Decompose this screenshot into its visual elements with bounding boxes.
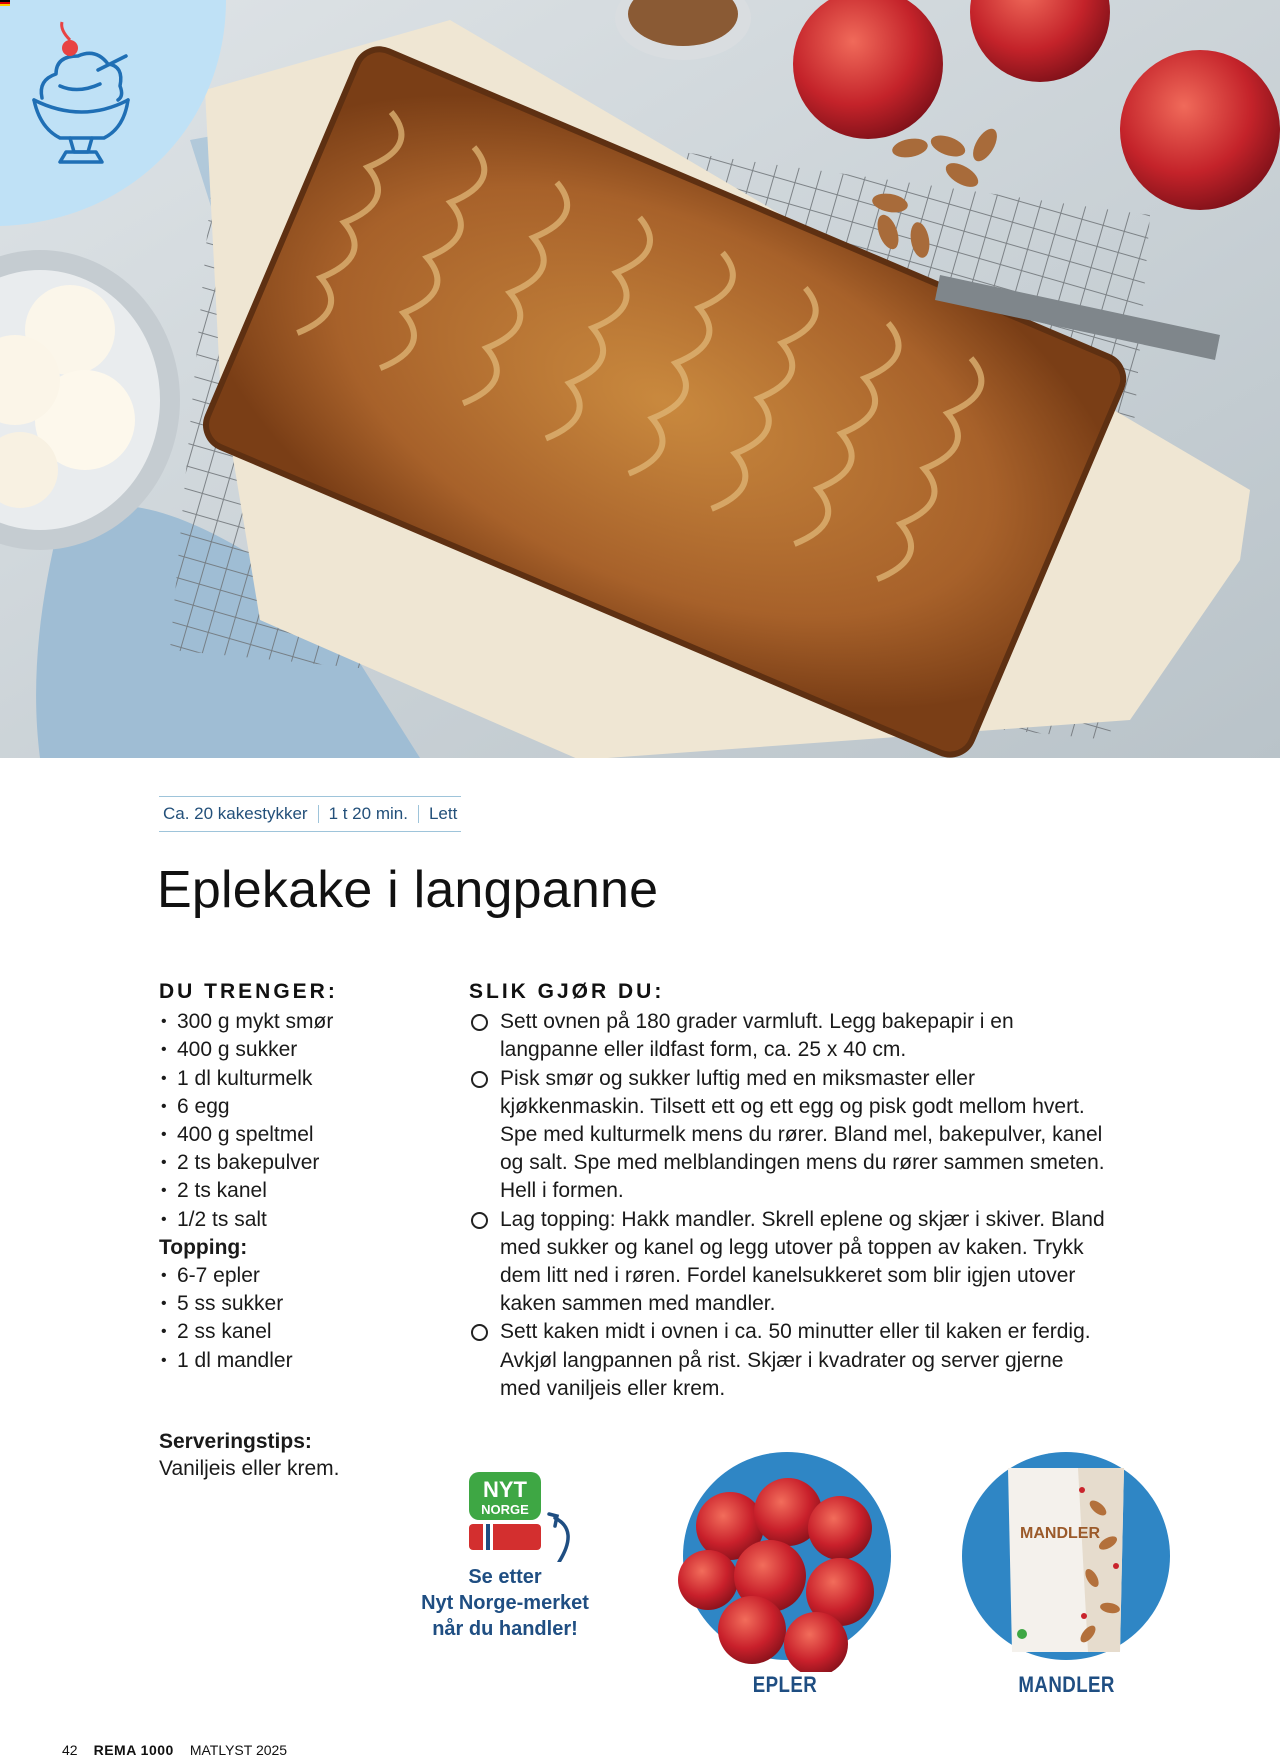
topping-item: • 6-7 epler [159, 1262, 429, 1290]
apples-image [670, 1448, 900, 1672]
method-step: Sett ovnen på 180 grader varmluft. Legg bakepapir i en langpanne eller ildfast form, ca. 25 x 40 cm. [469, 1008, 1109, 1064]
brand-logo-text: REMA 1000 [93, 1742, 174, 1758]
method-step: Lag topping: Hakk mandler. Skrell eplene og skjær i skiver. Bland med sukker og kanel og legg utover på toppen av kaken. Trykk dem litt ned i røren. Fordel kanelsukkeret som blir igjen utover kaken sammen med mandler. [469, 1206, 1109, 1319]
german-flag-icon [0, 0, 10, 6]
ingredient-item: • 1/2 ts salt [159, 1206, 429, 1234]
nyt-norge-promo [410, 1564, 600, 1642]
recipe-title: Eplekake i langpanne [157, 861, 659, 919]
topping-list [159, 1262, 429, 1375]
page-number: 42 [62, 1742, 78, 1758]
dessert-category-badge [0, 0, 226, 226]
product-label-apples: EPLER [752, 1672, 818, 1697]
ingredient-list [159, 1008, 429, 1234]
promo-line: Se etter [468, 1566, 542, 1588]
ingredient-item: • 2 ts kanel [159, 1177, 429, 1205]
topping-item: • 2 ss kanel [159, 1318, 429, 1346]
promo-line: Nyt Norge-merket [421, 1592, 589, 1614]
serving-tip-label: Serveringstips: [159, 1430, 312, 1453]
ingredient-item: • 2 ts bakepulver [159, 1149, 429, 1177]
ingredient-item: • 6 egg [159, 1093, 429, 1121]
topping-item: • 5 ss sukker [159, 1290, 429, 1318]
product-label-almonds: MANDLER [1018, 1672, 1115, 1697]
divider [418, 805, 419, 823]
ingredient-item: • 400 g speltmel [159, 1121, 429, 1149]
recipe-meta-bar [159, 796, 461, 832]
ingredients-section [159, 978, 429, 1375]
ingredient-item: • 1 dl kulturmelk [159, 1065, 429, 1093]
method-heading: SLIK GJØR DU: [469, 980, 665, 1003]
promo-line: når du handler! [432, 1618, 578, 1640]
yield-text: Ca. 20 kakestykker [163, 804, 308, 823]
publication-name: MATLYST 2025 [189, 1742, 288, 1758]
time-text: 1 t 20 min. [328, 804, 408, 823]
method-step: Sett kaken midt i ovnen i ca. 50 minutter eller til kaken er ferdig. Avkjøl langpannen på rist. Skjær i kvadrater og server gjerne med vaniljeis eller krem. [469, 1318, 1109, 1403]
nyt-logo-line1: NYT [483, 1477, 527, 1502]
ingredient-item: • 300 g mykt smør [159, 1008, 429, 1036]
divider [318, 805, 319, 823]
page-footer [62, 1742, 287, 1758]
nyt-norge-logo [467, 1470, 577, 1562]
hero-photo [0, 0, 1280, 758]
almond-bag-image [958, 1448, 1178, 1672]
serving-tip-text: Vaniljeis eller krem. [159, 1457, 340, 1480]
ingredients-heading: DU TRENGER: [159, 980, 338, 1003]
method-step: Pisk smør og sukker luftig med en miksmaster eller kjøkkenmaskin. Tilsett ett og ett egg og pisk godt mellom hvert. Spe med kulturmelk mens du rører. Bland mel, bakepulver, kanel og salt. Spe med melblandingen mens du rører sammen smeten. Hell i formen. [469, 1065, 1109, 1206]
topping-item: • 1 dl mandler [159, 1347, 429, 1375]
topping-heading: Topping: [159, 1235, 248, 1259]
ingredient-item: • 400 g sukker [159, 1036, 429, 1064]
difficulty-text: Lett [428, 804, 458, 823]
serving-tip [159, 1428, 340, 1482]
nyt-logo-line2: NORGE [481, 1502, 529, 1517]
method-steps [469, 1008, 1109, 1403]
package-label: MANDLER [1020, 1525, 1100, 1542]
method-section [469, 978, 1109, 1403]
